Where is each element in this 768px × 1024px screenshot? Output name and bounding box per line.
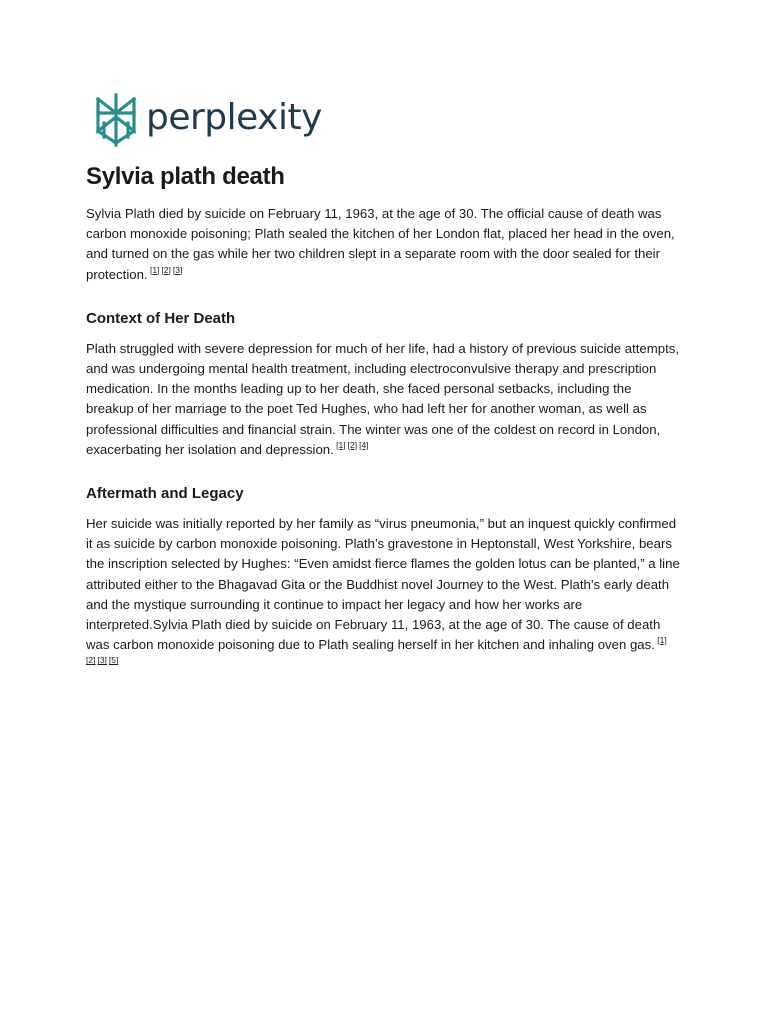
section-heading-aftermath: Aftermath and Legacy <box>86 485 244 503</box>
section-heading-context: Context of Her Death <box>86 309 236 327</box>
intro-citations <box>148 265 185 275</box>
perplexity-logo-icon <box>94 93 138 147</box>
intro-paragraph <box>86 204 680 285</box>
brand-name: perplexity <box>146 97 322 138</box>
citation-link[interactable]: [1] <box>657 635 667 646</box>
section-text: Her suicide was initially reported by her family as “virus pneumonia,” but an inquest quickly confirmed it as suicide by carbon monoxide poisoning. Plath’s gravestone in Heptonstall, West Yorkshire, bears the inscription selected by Hughes: “Even amidst fierce flames the golden lotus can be planted,” a line attributed either to the Bhagavad Gita or the Buddhist novel Journey to the West. Plath’s early death and the mystique surrounding it continue to impact her legacy and how her works are interpreted.Sylvia Plath died by suicide on February 11, 1963, at the age of 30. The cause of death was carbon monoxide poisoning due to Plath sealing herself in her kitchen and inhaling oven gas. <box>86 516 680 653</box>
citation-link[interactable]: [2] <box>86 655 96 666</box>
citation-link[interactable]: [2] <box>161 264 171 275</box>
citation-link[interactable]: [3] <box>97 655 107 666</box>
intro-text: Sylvia Plath died by suicide on February 11, 1963, at the age of 30. The official cause of death was carbon monoxide poisoning; Plath sealed the kitchen of her London flat, placed her head in the oven, and turned on the gas while her two children slept in a separate room with the door sealed for their protection. <box>86 206 675 282</box>
citation-link[interactable]: [1] <box>336 439 346 450</box>
page-title: Sylvia plath death <box>86 163 285 190</box>
citation-link[interactable]: [1] <box>149 264 160 275</box>
citation-link[interactable]: [4] <box>359 439 369 450</box>
section-citations <box>334 440 371 450</box>
citation-link[interactable]: [5] <box>108 655 119 666</box>
brand-logo[interactable] <box>94 92 680 148</box>
section-text: Plath struggled with severe depression for much of her life, had a history of previous suicide attempts, and was undergoing mental health treatment, including electroconvulsive therapy and prescription medication. In the months leading up to her death, she faced personal setbacks, including the breakup of her marriage to the poet Ted Hughes, who had left her for another woman, as well as professional difficulties and financial strain. The winter was one of the coldest on record in London, exacerbating her isolation and depression. <box>86 340 680 457</box>
section-paragraph-aftermath <box>86 514 680 676</box>
citation-link[interactable]: [3] <box>172 264 183 275</box>
section-paragraph-context <box>86 339 680 460</box>
citation-link[interactable]: [2] <box>347 439 358 450</box>
document-page <box>86 92 680 676</box>
